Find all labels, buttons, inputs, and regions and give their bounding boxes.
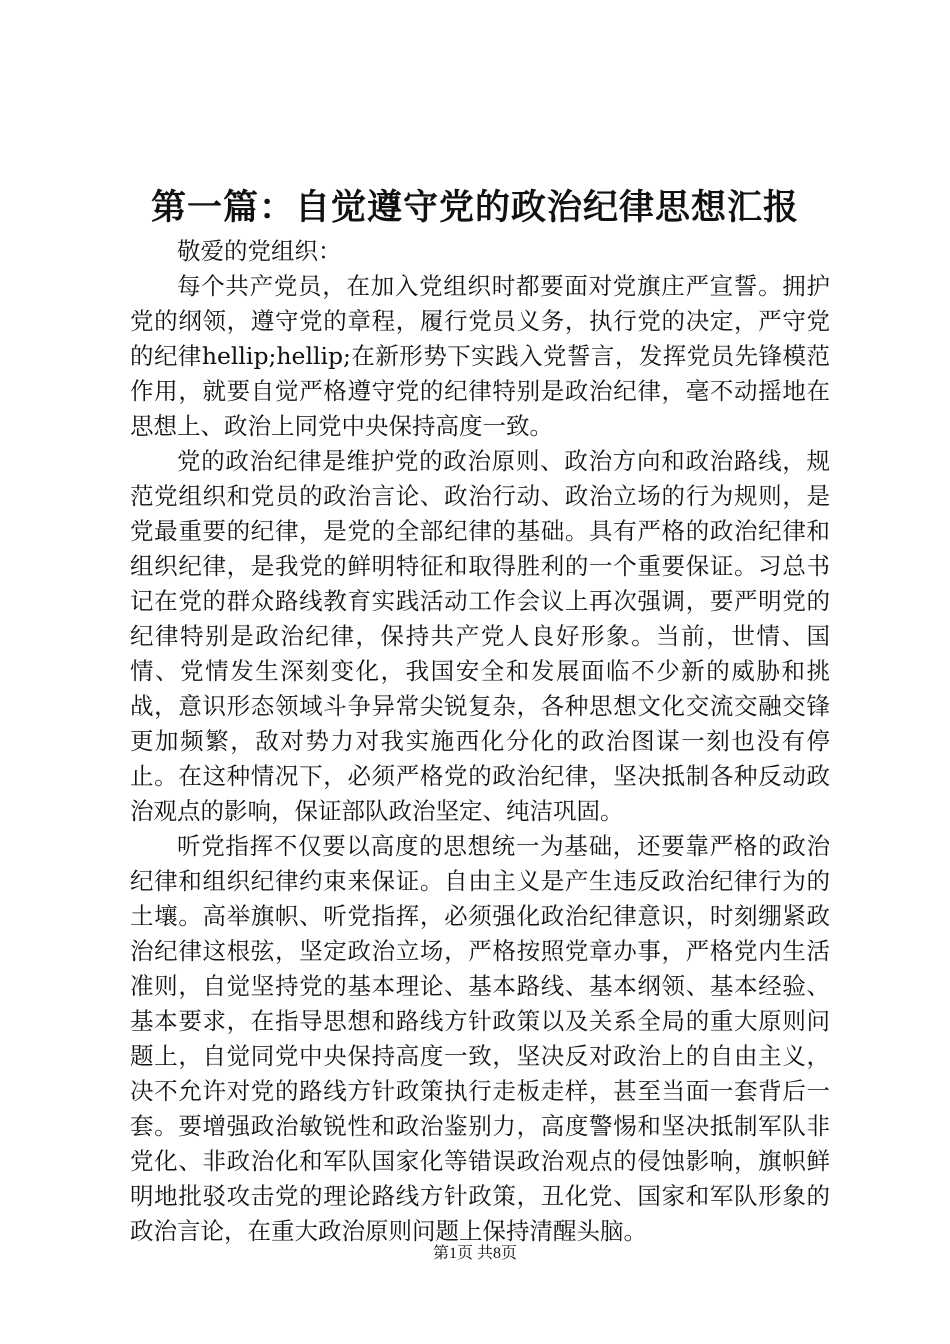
document-body	[130, 234, 830, 1249]
paragraph-2: 党的政治纪律是维护党的政治原则、政治方向和政治路线，规范党组织和党员的政治言论、政治行动、政治立场的行为规则，是党最重要的纪律，是党的全部纪律的基础。具有严格的政治纪律和组织纪律，是我党的鲜明特征和取得胜利的一个重要保证。习总书记在党的群众路线教育实践活动工作会议上再次强调，要严明党的纪律特别是政治纪律，保持共产党人良好形象。当前，世情、国情、党情发生深刻变化，我国安全和发展面临不少新的威胁和挑战，意识形态领域斗争异常尖锐复杂，各种思想文化交流交融交锋更加频繁，敌对势力对我实施西化分化的政治图谋一刻也没有停止。在这种情况下，必须严格党的政治纪律，坚决抵制各种反动政治观点的影响，保证部队政治坚定、纯洁巩固。	[130, 447, 830, 825]
paragraph-1: 每个共产党员，在加入党组织时都要面对党旗庄严宣誓。拥护党的纲领，遵守党的章程，履行党员义务，执行党的决定，严守党的纪律hellip;hellip;在新形势下实践入党誓言，发挥党员先锋模范作用，就要自觉严格遵守党的纪律特别是政治纪律，毫不动摇地在思想上、政治上同党中央保持高度一致。	[130, 272, 830, 440]
page-footer: 第1页 共8页	[432, 1245, 517, 1262]
document-title: 第一篇：自觉遵守党的政治纪律思想汇报	[150, 188, 799, 228]
paragraph-3: 听党指挥不仅要以高度的思想统一为基础，还要靠严格的政治纪律和组织纪律约束来保证。自由主义是产生违反政治纪律行为的土壤。高举旗帜、听党指挥，必须强化政治纪律意识，时刻绷紧政治纪律这根弦，坚定政治立场，严格按照党章办事，严格党内生活准则，自觉坚持党的基本理论、基本路线、基本纲领、基本经验、基本要求，在指导思想和路线方针政策以及关系全局的重大原则问题上，自觉同党中央保持高度一致，坚决反对政治上的自由主义，决不允许对党的路线方针政策执行走板走样，甚至当面一套背后一套。要增强政治敏锐性和政治鉴别力，高度警惕和坚决抵制军队非党化、非政治化和军队国家化等错误政治观点的侵蚀影响，旗帜鲜明地批驳攻击党的理论路线方针政策，丑化党、国家和军队形象的政治言论，在重大政治原则问题上保持清醒头脑。	[130, 832, 830, 1245]
salutation: 敬爱的党组织：	[177, 237, 342, 265]
